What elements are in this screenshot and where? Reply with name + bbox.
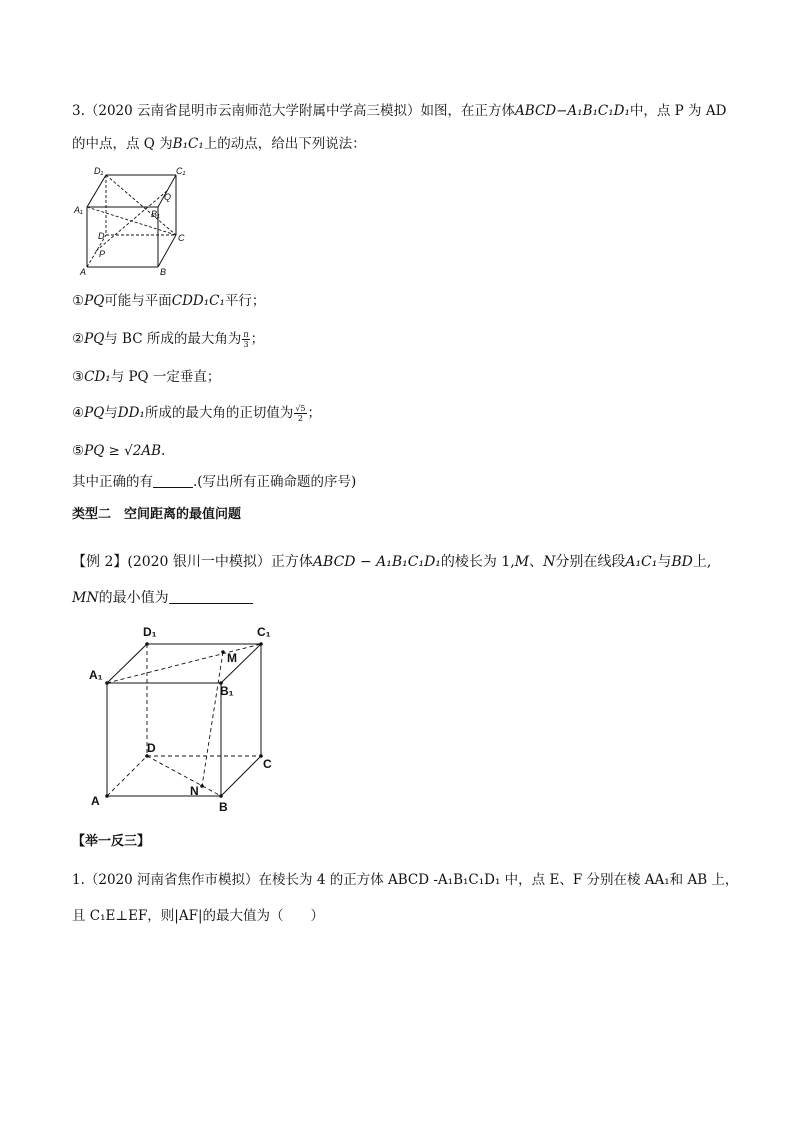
label-m: M	[227, 651, 237, 665]
point-m	[221, 650, 225, 654]
diag-bd	[147, 756, 221, 796]
example2-answer-blank[interactable]	[169, 589, 253, 604]
edge-ad	[107, 756, 147, 796]
label-a: A	[91, 794, 100, 808]
label-c: C	[263, 757, 272, 771]
statement-4: ④PQ与DD₁所成的最大角的正切值为 $\frac{√5}{2}$ ；	[72, 404, 322, 423]
edge-a1d1	[87, 175, 106, 207]
label-c1: C₁	[257, 625, 271, 639]
problem3-cube-figure	[72, 163, 192, 278]
edge-bc	[221, 756, 261, 796]
problem3-line2: 的中点，点 Q 为B₁C₁上的动点，给出下列说法：	[72, 136, 366, 152]
label-d1: D₁	[94, 166, 104, 176]
label-n: N	[190, 784, 199, 798]
label-a: A	[80, 267, 87, 277]
label-c1: C₁	[176, 166, 186, 176]
point-n	[200, 784, 204, 788]
point-d1	[145, 642, 149, 646]
point-a	[105, 794, 109, 798]
label-b1: B₁	[220, 684, 234, 698]
answer-blank[interactable]	[153, 473, 193, 488]
label-d: D	[147, 741, 156, 755]
label-b1: B₁	[151, 209, 160, 219]
label-c: C	[178, 233, 185, 243]
diag-a1c1	[107, 644, 261, 683]
label-a1: A₁	[74, 205, 83, 215]
segment-pq	[96, 190, 168, 251]
point-a1	[105, 681, 109, 685]
edge-bc	[158, 235, 176, 267]
label-a1: A₁	[89, 668, 103, 682]
fraction-sqrt5-over-2: $\frac{√5}{2}$	[295, 404, 306, 423]
practice-heading: 【举一反三】	[72, 834, 151, 849]
practice1-line2: 且 C₁E⊥EF，则|AF|的最大值为（ ）	[72, 908, 325, 924]
segment-b1c1: B₁C₁	[172, 136, 204, 152]
label-q: Q	[164, 192, 172, 202]
diag-d1c	[106, 175, 176, 235]
point-b	[219, 794, 223, 798]
statement-5: ⑤PQ ≥ √2AB.	[72, 443, 166, 459]
label-d1: D₁	[143, 625, 157, 639]
problem3-line1: 3.（2020 云南省昆明市云南师范大学附属中学高三模拟）如图，在正方体ABCD−A₁B₁C₁D₁中，点 P 为 AD	[72, 103, 727, 119]
edge-a1d1	[107, 644, 147, 683]
label-p: P	[99, 249, 106, 259]
practice1-line1: 1.（2020 河南省焦作市模拟）在棱长为 4 的正方体 ABCD -A₁B₁C₁D₁ 中，点 E、F 分别在棱 AA₁和 AB 上，	[72, 872, 739, 888]
example2-line2: MN的最小值为	[72, 588, 253, 608]
statement-3: ③CD₁与 PQ 一定垂直；	[72, 369, 221, 385]
statement-2: ②PQ与 BC 所成的最大角为 $\frac{\pi}{3}$ ；	[72, 330, 265, 349]
label-d: D	[98, 231, 105, 241]
problem3-answer-line: 其中正确的有 .(写出所有正确命题的序号)	[72, 474, 357, 490]
point-c1	[259, 642, 263, 646]
example2-cube-figure	[85, 620, 285, 815]
statement-1: ①PQ可能与平面CDD₁C₁平行；	[72, 293, 266, 309]
fraction-pi-over-3: $\frac{\pi}{3}$	[243, 330, 249, 349]
type2-heading: 类型二 空间距离的最值问题	[72, 507, 242, 522]
segment-mn	[202, 652, 223, 786]
label-b: B	[219, 800, 228, 814]
example2-line1: 【例 2】(2020 银川一中模拟）正方体ABCD − A₁B₁C₁D₁的棱长为 1,M、N分别在线段A₁C₁与BD上,	[72, 554, 712, 570]
label-b: B	[160, 267, 167, 277]
cube-name: ABCD−A₁B₁C₁D₁	[515, 103, 630, 119]
